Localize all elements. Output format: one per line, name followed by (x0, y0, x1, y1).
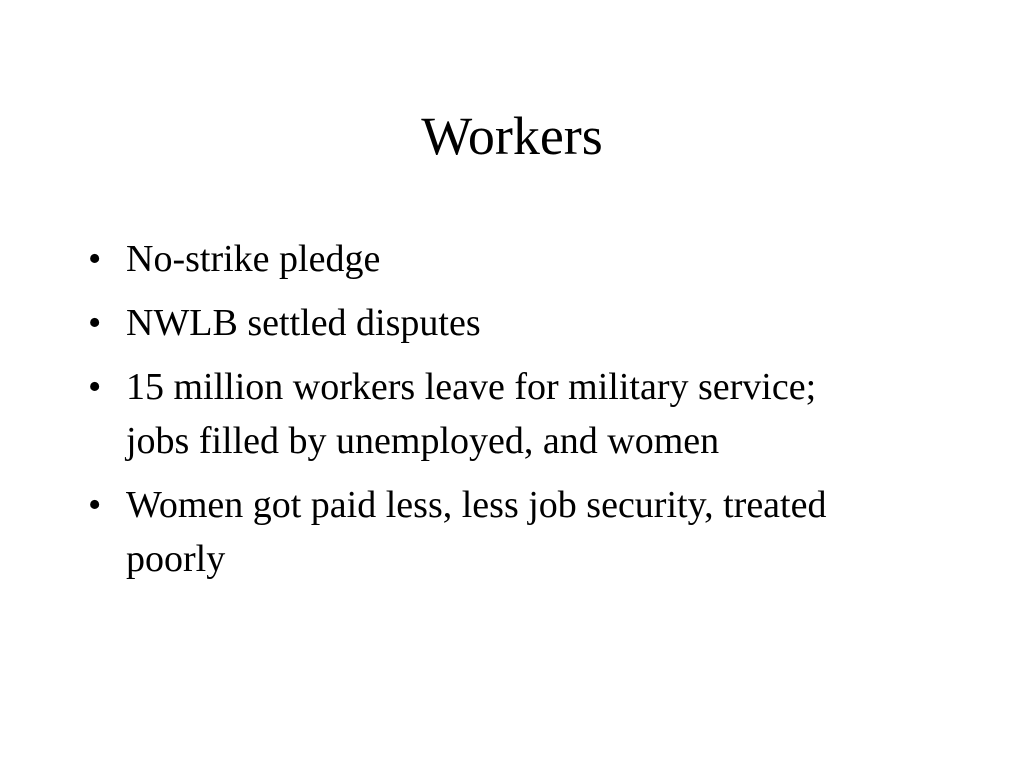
bullet-text: Women got paid less, less job security, treated poorly (126, 484, 827, 580)
bullet-text: No-strike pledge (126, 238, 381, 280)
bullet-icon: • (88, 484, 102, 526)
bullet-item (88, 296, 878, 350)
bullet-text: 15 million workers leave for military service; jobs filled by unemployed, and women (126, 366, 817, 462)
bullet-text: NWLB settled disputes (126, 302, 481, 344)
bullet-list (88, 232, 878, 596)
bullet-icon: • (88, 302, 102, 344)
slide-title: Workers (421, 106, 603, 166)
bullet-icon: • (88, 366, 102, 408)
bullet-item (88, 232, 878, 286)
bullet-item (88, 478, 878, 586)
bullet-item (88, 360, 878, 468)
bullet-icon: • (88, 238, 102, 280)
